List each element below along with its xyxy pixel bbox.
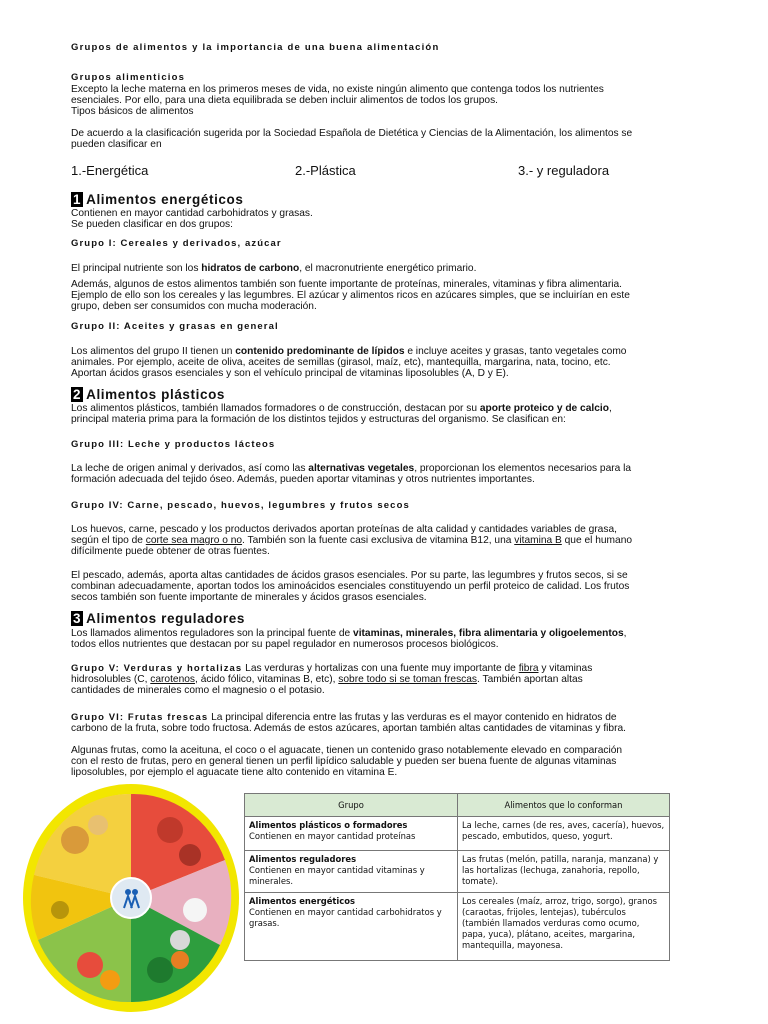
paragraph: formación adecuada del tejido óseo. Además, pueden aportar vitaminas y otros nutrientes importantes.: [71, 474, 535, 485]
section-title: Alimentos energéticos: [86, 192, 244, 207]
link-fibra[interactable]: fibra: [518, 663, 539, 674]
table-header-foods: Alimentos que lo conforman: [458, 794, 670, 817]
paragraph: carbono de la fruta, sobre todo fructosa. Además de estos azúcares, aportan también altas cantidades de vitaminas y fibra.: [71, 723, 626, 734]
table-cell-group: Alimentos energéticos: [249, 896, 355, 906]
paragraph: secos también son fuente importante de minerales y ácidos grasos esenciales.: [71, 592, 427, 603]
table-cell-group: Alimentos plásticos o formadores: [249, 820, 408, 830]
intro-line: Excepto la leche materna en los primeros meses de vida, no existe ningún alimento que contenga todos los nutrientes: [71, 84, 604, 95]
section-number: 1: [73, 192, 82, 207]
intro-line: Tipos básicos de alimentos: [71, 106, 194, 117]
paragraph: cantidades de minerales como el magnesio o el potasio.: [71, 685, 325, 696]
section-heading-reguladores: [71, 611, 245, 626]
paragraph: liposolubles, por ejemplo el aguacate tiene alto contenido en vitamina E.: [71, 767, 398, 778]
section-heading-plasticos: [71, 387, 225, 402]
intro-line: esenciales. Por ello, para una dieta equilibrada se deben incluir alimentos de todos los grupos.: [71, 95, 499, 106]
paragraph: principal materia prima para la formación de los distintos tejidos y estructuras del organismo. Se clasifican en:: [71, 414, 566, 425]
link-corte-magro[interactable]: corte sea magro o no: [145, 535, 243, 546]
table-cell-foods: Los cereales (maíz, arroz, trigo, sorgo), granos (caraotas, frijoles, lentejas), tubérculos (también llamados verduras como ocumo, papa, yuca), plátano, aceites, margarina, mantequilla, mayonesa.: [458, 893, 670, 961]
paragraph: Aportan ácidos grasos esenciales y son el vehículo principal de vitaminas liposolubles (A, D y E).: [71, 368, 509, 379]
paragraph: Los alimentos plásticos, también llamados formadores o de construcción, destacan por su aporte proteico y de calcio,: [71, 403, 612, 414]
section-heading-energeticos: [71, 192, 244, 207]
paragraph: La leche de origen animal y derivados, así como las alternativas vegetales, proporcionan los elementos necesarios para la: [71, 463, 632, 474]
paragraph: Los alimentos del grupo II tienen un contenido predominante de lípidos e incluye aceites y grasas, tanto vegetales como: [71, 346, 627, 357]
paragraph: Ejemplo de ello son los cereales y las legumbres. El azúcar y alimentos ricos en azúcares simples, que se incluirían en este: [71, 290, 630, 301]
link-sobre-todo-frescas[interactable]: sobre todo si se toman frescas: [338, 674, 478, 685]
table-cell-desc: Contienen en mayor cantidad vitaminas y minerales.: [249, 865, 425, 886]
table-cell-desc: Contienen en mayor cantidad proteínas: [249, 831, 416, 841]
document-title: Grupos de alimentos y la importancia de una buena alimentación: [71, 42, 440, 53]
section-number: 3: [73, 611, 82, 626]
group-heading: Grupo II: Aceites y grasas en general: [71, 321, 279, 332]
paragraph: Los huevos, carne, pescado y los productos derivados aportan proteínas de alta calidad y cantidades variables de grasa,: [71, 524, 617, 535]
paragraph: Además, algunos de estos alimentos también son fuente importante de proteínas, minerales, vitaminas y fibra alimentaria.: [71, 279, 622, 290]
section-title: Alimentos reguladores: [86, 611, 245, 626]
table-header-group: Grupo: [245, 794, 458, 817]
table-row: [245, 817, 670, 851]
paragraph: combinan adecuadamente, aportan todos los aminoácidos esenciales constituyendo un perfil proteico de calidad. Los frutos: [71, 581, 630, 592]
group-heading: Grupo I: Cereales y derivados, azúcar: [71, 238, 282, 249]
link-vitamina-b[interactable]: vitamina B: [514, 535, 562, 546]
type-reguladora: 3.- y reguladora: [518, 163, 610, 178]
paragraph: grupo, deben ser consumidos con mucha moderación.: [71, 301, 317, 312]
table-row: [245, 893, 670, 961]
paragraph: Grupo V: Verduras y hortalizas Las verduras y hortalizas con una fuente muy importante de fibra y vitaminas: [71, 663, 593, 674]
paragraph: difícilmente puede obtener de otras fuentes.: [71, 546, 270, 557]
paragraph: Los llamados alimentos reguladores son la principal fuente de vitaminas, minerales, fibra alimentaria y oligoelementos,: [71, 628, 627, 639]
paragraph: Contienen en mayor cantidad carbohidratos y grasas.: [71, 208, 313, 219]
type-plastica: 2.-Plástica: [295, 163, 356, 178]
paragraph: Se pueden clasificar en dos grupos:: [71, 219, 233, 230]
table-cell-foods: Las frutas (melón, patilla, naranja, manzana) y las hortalizas (lechuga, zanahoria, repollo, tomate).: [458, 851, 670, 893]
table-cell-group: Alimentos reguladores: [249, 854, 357, 864]
paragraph: El principal nutriente son los hidratos de carbono, el macronutriente energético primario.: [71, 263, 477, 274]
section-number: 2: [73, 387, 82, 402]
paragraph: El pescado, además, aporta altas cantidades de ácidos grasos esenciales. Por su parte, las legumbres y frutos secos, si se: [71, 570, 628, 581]
group-heading: Grupo III: Leche y productos lácteos: [71, 439, 276, 450]
table-row: [245, 851, 670, 893]
classification-line: De acuerdo a la clasificación sugerida por la Sociedad Española de Dietética y Ciencias de la Alimentación, los alimentos se: [71, 128, 633, 139]
paragraph: Algunas frutas, como la aceituna, el coco o el aguacate, tienen un contenido graso notablemente elevado en comparación: [71, 745, 623, 756]
paragraph: Grupo VI: Frutas frescas La principal diferencia entre las frutas y las verduras es el mayor contenido en hidratos de: [71, 712, 617, 723]
food-groups-table: [244, 793, 670, 961]
section-title: Alimentos plásticos: [86, 387, 226, 402]
paragraph: animales. Por ejemplo, aceite de oliva, aceites de semillas (girasol, maíz, etc), mantequilla, margarina, nata, tocino, etc.: [71, 357, 611, 368]
paragraph: hidrosolubles (C, carotenos, ácido fólico, vitaminas B, etc), sobre todo si se toman frescas. También aportan altas: [71, 674, 583, 685]
type-energetica: 1.-Energética: [71, 163, 149, 178]
table-cell-foods: La leche, carnes (de res, aves, cacería), huevos, pescado, embutidos, queso, yogurt.: [458, 817, 670, 851]
paragraph: todos ellos nutrientes que destacan por su papel regulador en numerosos procesos biológicos.: [71, 639, 499, 650]
intro-heading: Grupos alimenticios: [71, 72, 186, 83]
table-cell-desc: Contienen en mayor cantidad carbohidratos y grasas.: [249, 907, 442, 928]
food-wheel-image: [20, 780, 242, 1020]
paragraph: según el tipo de corte sea magro o no. También son la fuente casi exclusiva de vitamina B12, una vitamina B que el humano: [71, 535, 633, 546]
group-heading: Grupo IV: Carne, pescado, huevos, legumbres y frutos secos: [71, 500, 410, 511]
classification-line: pueden clasificar en: [71, 139, 162, 150]
link-carotenos[interactable]: carotenos: [150, 674, 196, 685]
paragraph: con el resto de frutas, pero en general tienen un perfil lipídico saludable y pueden ser buena fuente de algunas vitaminas: [71, 756, 617, 767]
wheel-center: [111, 878, 151, 918]
